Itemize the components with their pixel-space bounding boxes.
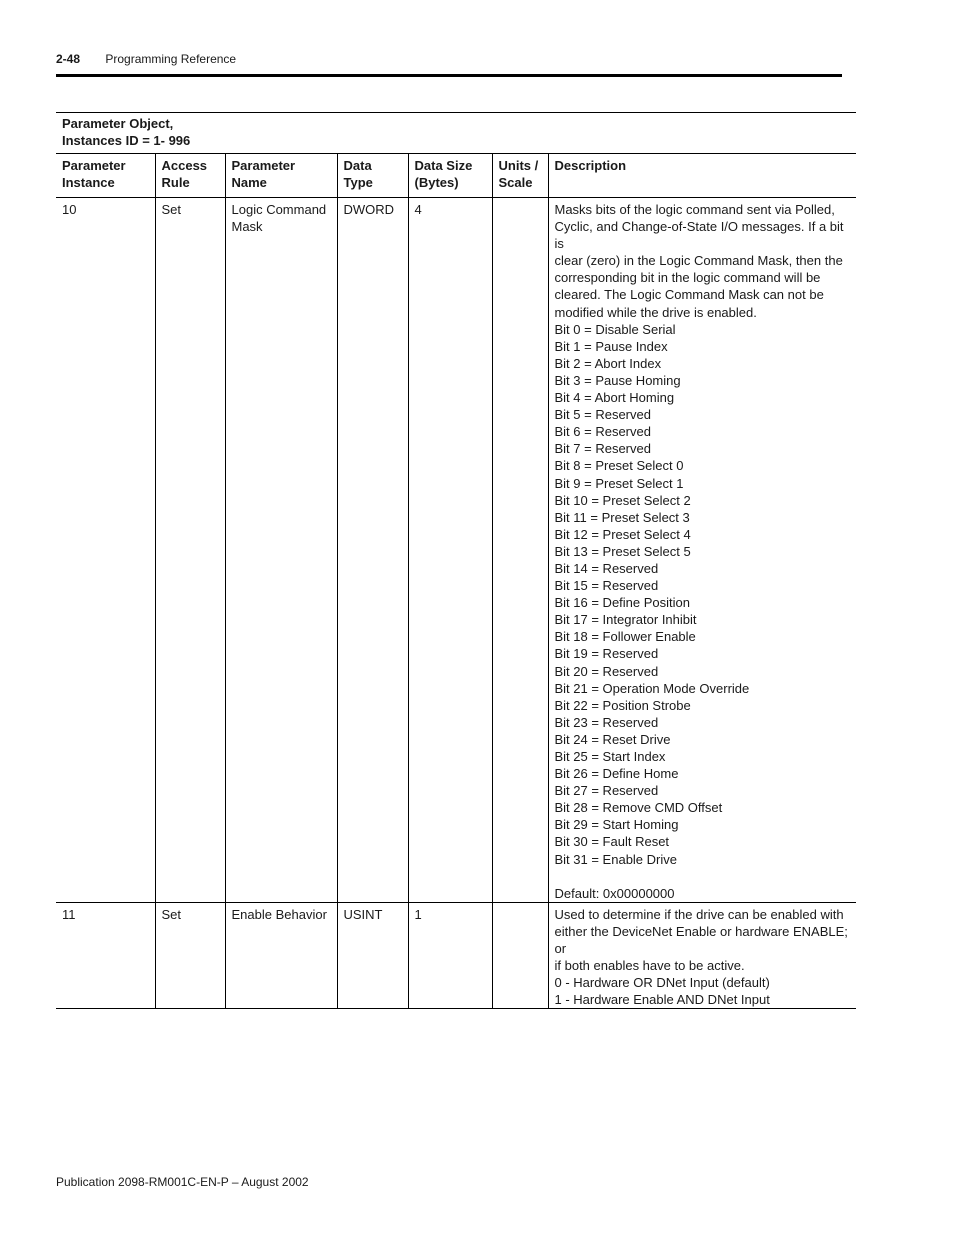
column-header-units: Units / Scale — [492, 154, 548, 198]
description-line: Bit 5 = Reserved — [554, 407, 651, 423]
description-line: Bit 31 = Enable Drive — [554, 851, 677, 867]
description-line: Bit 7 = Reserved — [554, 441, 651, 457]
description-line: Bit 15 = Reserved — [554, 578, 659, 594]
description-line: Bit 24 = Reset Drive — [554, 731, 671, 747]
description-line: Bit 16 = Define Position — [554, 595, 690, 611]
cell-name: Logic Command Mask — [225, 198, 337, 903]
description-line: Bit 1 = Pause Index — [554, 338, 668, 354]
description-line: Bit 6 = Reserved — [554, 424, 651, 440]
description-line: Bit 3 = Pause Homing — [554, 372, 681, 388]
page-header — [56, 52, 236, 66]
parameter-table-container — [56, 112, 856, 1009]
description-line: Bit 29 = Start Homing — [554, 817, 679, 833]
cell-instance: 10 — [56, 198, 155, 903]
description-line: Bit 23 = Reserved — [554, 714, 659, 730]
cell-description — [548, 198, 856, 903]
description-line: either the DeviceNet Enable or hardware ENABLE; or — [554, 923, 848, 957]
column-header-size: Data Size (Bytes) — [408, 154, 492, 198]
description-line: Bit 17 = Integrator Inhibit — [554, 612, 697, 628]
description-line: Bit 8 = Preset Select 0 — [554, 458, 684, 474]
page-footer: Publication 2098-RM001C-EN-P – August 2002 — [56, 1175, 309, 1189]
description-line: 0 - Hardware OR DNet Input (default) — [554, 975, 770, 991]
table-title-line-1: Parameter Object, — [62, 116, 174, 131]
description-line: Bit 19 = Reserved — [554, 646, 659, 662]
table-body — [56, 198, 856, 1009]
description-line: Used to determine if the drive can be enabled with — [554, 906, 844, 922]
cell-size: 4 — [408, 198, 492, 903]
description-line: Masks bits of the logic command sent via Polled, — [554, 202, 835, 217]
cell-access: Set — [155, 198, 225, 903]
description-line: Bit 13 = Preset Select 5 — [554, 543, 691, 559]
description-line: Bit 11 = Preset Select 3 — [554, 509, 690, 525]
description-line: clear (zero) in the Logic Command Mask, then the — [554, 253, 843, 269]
description-line — [555, 868, 851, 885]
description-line: Bit 0 = Disable Serial — [554, 321, 676, 337]
description-line: modified while the drive is enabled. — [554, 304, 757, 320]
description-line: Bit 20 = Reserved — [554, 663, 659, 679]
description-line: Bit 18 = Follower Enable — [554, 629, 696, 645]
description-line: Bit 12 = Preset Select 4 — [554, 526, 691, 542]
description-line: Bit 21 = Operation Mode Override — [554, 680, 750, 696]
description-line: corresponding bit in the logic command will be — [554, 270, 821, 286]
description-line: Bit 26 = Define Home — [554, 766, 679, 782]
cell-name: Enable Behavior — [225, 902, 337, 1009]
page-number: 2-48 — [56, 52, 81, 66]
description-line: Bit 28 = Remove CMD Offset — [554, 800, 723, 816]
section-title: Programming Reference — [105, 52, 237, 66]
cell-size: 1 — [408, 902, 492, 1009]
description-line: Cyclic, and Change-of-State I/O messages. If a bit is — [554, 219, 844, 252]
cell-type: USINT — [337, 902, 408, 1009]
description-line: Bit 27 = Reserved — [554, 783, 659, 799]
column-header-access: Access Rule — [155, 154, 225, 198]
description-line: Bit 10 = Preset Select 2 — [554, 492, 691, 508]
cell-instance: 11 — [56, 902, 155, 1009]
description-line: Bit 2 = Abort Index — [554, 355, 662, 371]
column-header-type: Data Type — [337, 154, 408, 198]
cell-description — [548, 902, 856, 1009]
parameter-table — [56, 154, 856, 1009]
description-line: Bit 22 = Position Strobe — [554, 697, 691, 713]
description-line: Bit 4 = Abort Homing — [554, 390, 675, 406]
header-rule — [56, 74, 842, 77]
table-row — [56, 198, 856, 903]
table-row — [56, 902, 856, 1009]
description-line: Bit 14 = Reserved — [554, 560, 659, 576]
description-line: Bit 30 = Fault Reset — [554, 834, 670, 850]
cell-access: Set — [155, 902, 225, 1009]
description-line: cleared. The Logic Command Mask can not be — [554, 287, 824, 303]
table-title-line-2: Instances ID = 1- 996 — [62, 133, 191, 148]
description-line: 1 - Hardware Enable AND DNet Input — [554, 992, 770, 1008]
description-line: Bit 25 = Start Index — [554, 749, 666, 764]
column-header-description: Description — [548, 154, 856, 198]
description-line: Default: 0x00000000 — [554, 885, 675, 901]
description-line: Bit 9 = Preset Select 1 — [554, 475, 684, 491]
cell-units — [492, 198, 548, 903]
description-line: if both enables have to be active. — [554, 958, 745, 974]
column-header-name: Parameter Name — [225, 154, 337, 198]
cell-type: DWORD — [337, 198, 408, 903]
column-header-instance: Parameter Instance — [56, 154, 155, 198]
table-title — [56, 112, 856, 154]
table-header-row — [56, 154, 856, 198]
cell-units — [492, 902, 548, 1009]
